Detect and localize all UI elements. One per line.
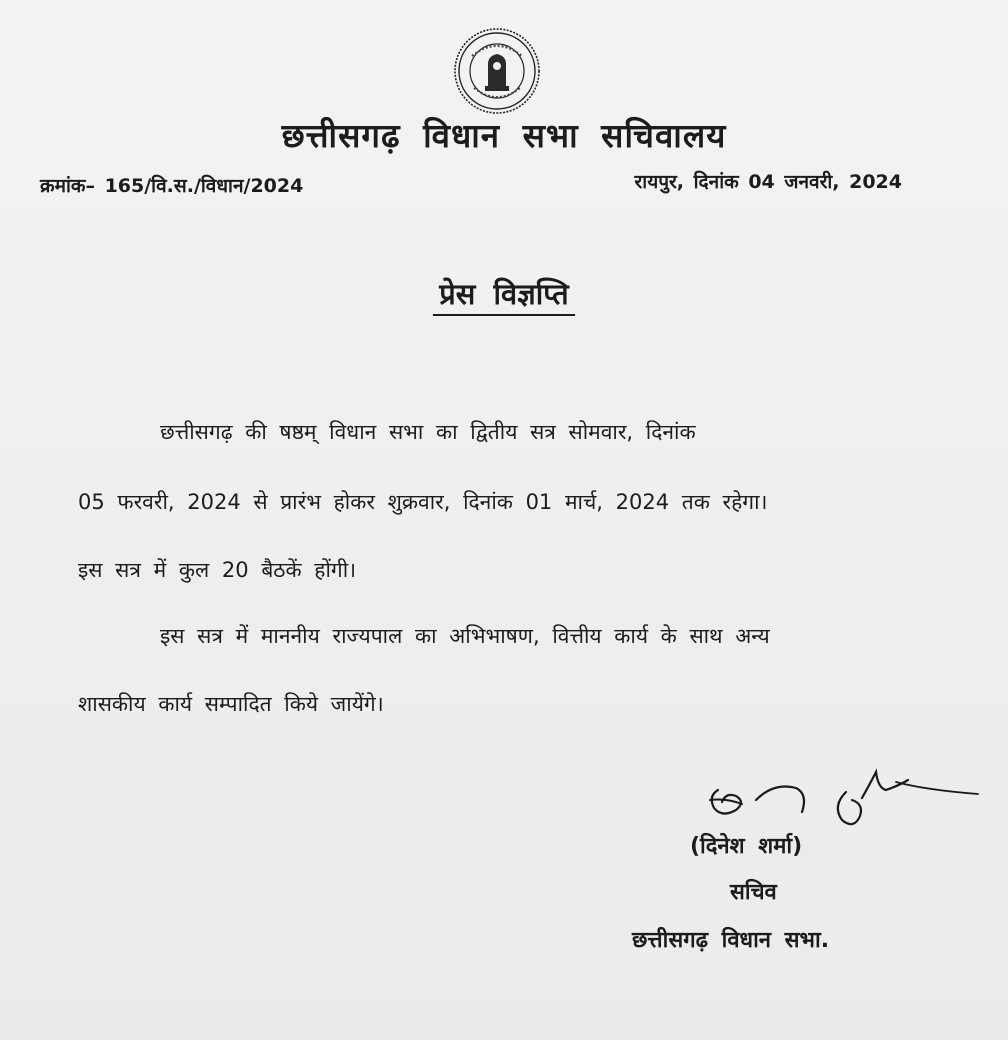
place-date: रायपुर, दिनांक 04 जनवरी, 2024 bbox=[634, 171, 902, 193]
press-release-heading bbox=[0, 274, 1008, 313]
reference-number: क्रमांक– 165/वि.स./विधान/2024 bbox=[40, 175, 304, 197]
signatory-designation: सचिव bbox=[730, 880, 777, 905]
signatory-name: (दिनेश शर्मा) bbox=[690, 834, 803, 859]
state-emblem-seal-icon bbox=[452, 26, 542, 116]
body-line-2: 05 फरवरी, 2024 से प्रारंभ होकर शुक्रवार, दिनांक 01 मार्च, 2024 तक रहेगा। bbox=[78, 490, 768, 514]
press-release-title: प्रेस विज्ञप्ति bbox=[433, 277, 574, 316]
page-title: छत्तीसगढ़ विधान सभा सचिवालय bbox=[281, 116, 727, 155]
body-line-3: इस सत्र में कुल 20 बैठकें होंगी। bbox=[78, 558, 357, 582]
body-line-4: इस सत्र में माननीय राज्यपाल का अभिभाषण, वित्तीय कार्य के साथ अन्य bbox=[160, 624, 770, 648]
body-line-5: शासकीय कार्य सम्पादित किये जायेंगे। bbox=[78, 692, 384, 716]
signatory-organization: छत्तीसगढ़ विधान सभा. bbox=[632, 928, 830, 953]
handwritten-signature-icon bbox=[696, 760, 986, 840]
body-line-1: छत्तीसगढ़ की षष्ठम् विधान सभा का द्वितीय सत्र सोमवार, दिनांक bbox=[160, 420, 696, 444]
